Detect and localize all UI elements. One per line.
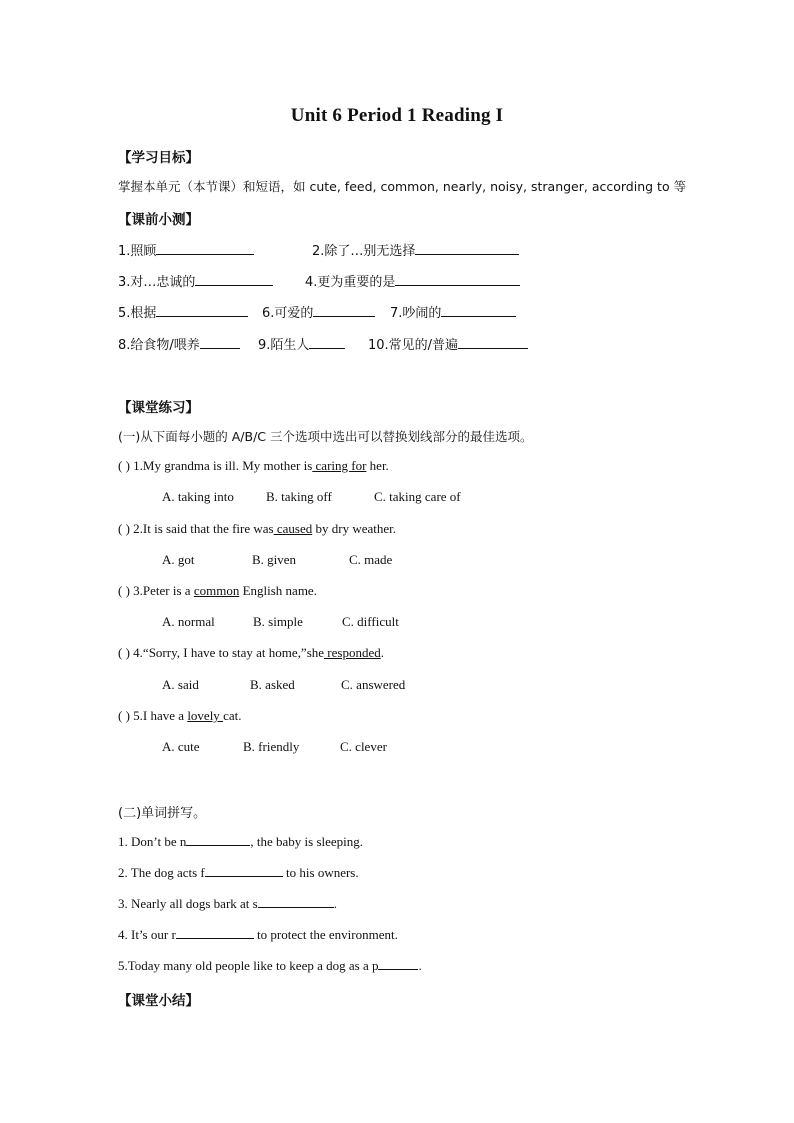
option-a[interactable]: A. cute [162, 739, 200, 754]
answer-bracket[interactable]: ( ) [118, 583, 130, 598]
answer-blank[interactable] [195, 273, 273, 286]
pretest-item [258, 334, 345, 353]
pretest-item-label: 5.根据 [118, 306, 157, 321]
answer-blank[interactable] [441, 304, 516, 317]
objectives-heading: 【学习目标】 [118, 150, 199, 166]
answer-bracket[interactable]: ( ) [118, 458, 130, 473]
question-text: 1.My grandma is ill. My mother is [129, 458, 313, 473]
spelling-text-end: . [418, 958, 422, 973]
question-text-end: . [380, 645, 384, 660]
answer-blank[interactable] [395, 273, 520, 286]
pretest-item [118, 271, 273, 290]
option-c[interactable]: C. made [349, 552, 393, 567]
objectives-text: 掌握本单元（本节课）和短语，如 cute, feed, common, nearly, noisy, stranger, according to 等 [118, 179, 687, 194]
question-text-end: her. [366, 458, 389, 473]
option-b[interactable]: B. taking off [266, 489, 332, 504]
pretest-item-label: 7.吵闹的 [390, 306, 442, 321]
option-a[interactable]: A. said [162, 677, 199, 692]
question-text-end: cat. [223, 708, 242, 723]
question-row [118, 521, 396, 537]
option-c[interactable]: C. difficult [342, 614, 399, 629]
spelling-text-end: to his owners. [282, 865, 359, 880]
option-b[interactable]: B. given [252, 552, 297, 567]
pretest-item [368, 334, 528, 353]
answer-blank[interactable] [186, 833, 250, 846]
option-c[interactable]: C. taking care of [374, 489, 461, 504]
answer-blank[interactable] [176, 926, 254, 939]
spelling-item [118, 926, 398, 943]
question-row [118, 645, 384, 661]
answer-blank[interactable] [458, 336, 528, 349]
option-a[interactable]: A. got [162, 552, 195, 567]
option-b[interactable]: B. simple [253, 614, 303, 629]
pretest-item [390, 302, 516, 321]
page-title: Unit 6 Period 1 Reading I [290, 105, 504, 126]
question-row [118, 708, 241, 724]
question-text: 2.It is said that the fire was [129, 521, 274, 536]
answer-bracket[interactable]: ( ) [118, 521, 130, 536]
answer-blank[interactable] [258, 895, 334, 908]
answer-blank[interactable] [313, 304, 375, 317]
pretest-item-label: 9.陌生人 [258, 338, 310, 353]
spelling-item [118, 864, 359, 881]
option-a[interactable]: A. normal [162, 614, 215, 629]
answer-bracket[interactable]: ( ) [118, 645, 130, 660]
pretest-heading: 【课前小测】 [118, 212, 199, 228]
spelling-text-end: to protect the environment. [253, 927, 398, 942]
option-c[interactable]: C. answered [341, 677, 406, 692]
pretest-item [118, 302, 248, 321]
question-text-end: by dry weather. [312, 521, 396, 536]
option-b[interactable]: B. friendly [243, 739, 300, 754]
pretest-item-label: 8.给食物/喂养 [118, 338, 200, 353]
question-row [118, 583, 317, 599]
part2-instruction: (二)单词拼写。 [118, 806, 207, 821]
pretest-item-label: 4.更为重要的是 [305, 275, 396, 290]
option-b[interactable]: B. asked [250, 677, 295, 692]
underlined-phrase: caring for [312, 458, 367, 473]
spelling-text: 5.Today many old people like to keep a dog as a p [118, 958, 379, 973]
underlined-phrase: caused [273, 521, 313, 536]
underlined-phrase: responded [324, 645, 381, 660]
answer-bracket[interactable]: ( ) [118, 708, 130, 723]
spelling-item [118, 957, 422, 974]
pretest-item-label: 10.常见的/普遍 [368, 338, 459, 353]
answer-blank[interactable] [156, 242, 254, 255]
part1-instruction: (一)从下面每小题的 A/B/C 三个选项中选出可以替换划线部分的最佳选项。 [118, 429, 533, 444]
answer-blank[interactable] [415, 242, 519, 255]
underlined-phrase: lovely [187, 708, 224, 723]
spelling-text: 3. Nearly all dogs bark at s [118, 896, 258, 911]
question-row [118, 458, 389, 474]
answer-blank[interactable] [205, 864, 283, 877]
pretest-item-label: 3.对…忠诚的 [118, 275, 196, 290]
spelling-text-end: , the baby is sleeping. [250, 834, 364, 849]
answer-blank[interactable] [309, 336, 345, 349]
spelling-text-end: . [333, 896, 337, 911]
practice-heading: 【课堂练习】 [118, 400, 199, 416]
spelling-text: 4. It’s our r [118, 927, 176, 942]
pretest-item [118, 334, 240, 353]
summary-heading: 【课堂小结】 [118, 993, 199, 1009]
pretest-item [118, 240, 254, 259]
question-text: 3.Peter is a [129, 583, 194, 598]
pretest-item [262, 302, 375, 321]
underlined-phrase: common [193, 583, 240, 598]
option-a[interactable]: A. taking into [162, 489, 234, 504]
spelling-text: 1. Don’t be n [118, 834, 187, 849]
option-c[interactable]: C. clever [340, 739, 387, 754]
question-text: 5.I have a [129, 708, 188, 723]
spelling-text: 2. The dog acts f [118, 865, 205, 880]
question-text-end: English name. [239, 583, 317, 598]
pretest-item [305, 271, 520, 290]
pretest-item-label: 1.照顾 [118, 244, 157, 259]
answer-blank[interactable] [200, 336, 240, 349]
pretest-item [312, 240, 519, 259]
spelling-item [118, 833, 363, 850]
question-text: 4.“Sorry, I have to stay at home,”she [129, 645, 325, 660]
pretest-item-label: 2.除了…别无选择 [312, 244, 416, 259]
pretest-item-label: 6.可爱的 [262, 306, 314, 321]
answer-blank[interactable] [378, 957, 418, 970]
spelling-item [118, 895, 337, 912]
answer-blank[interactable] [156, 304, 248, 317]
